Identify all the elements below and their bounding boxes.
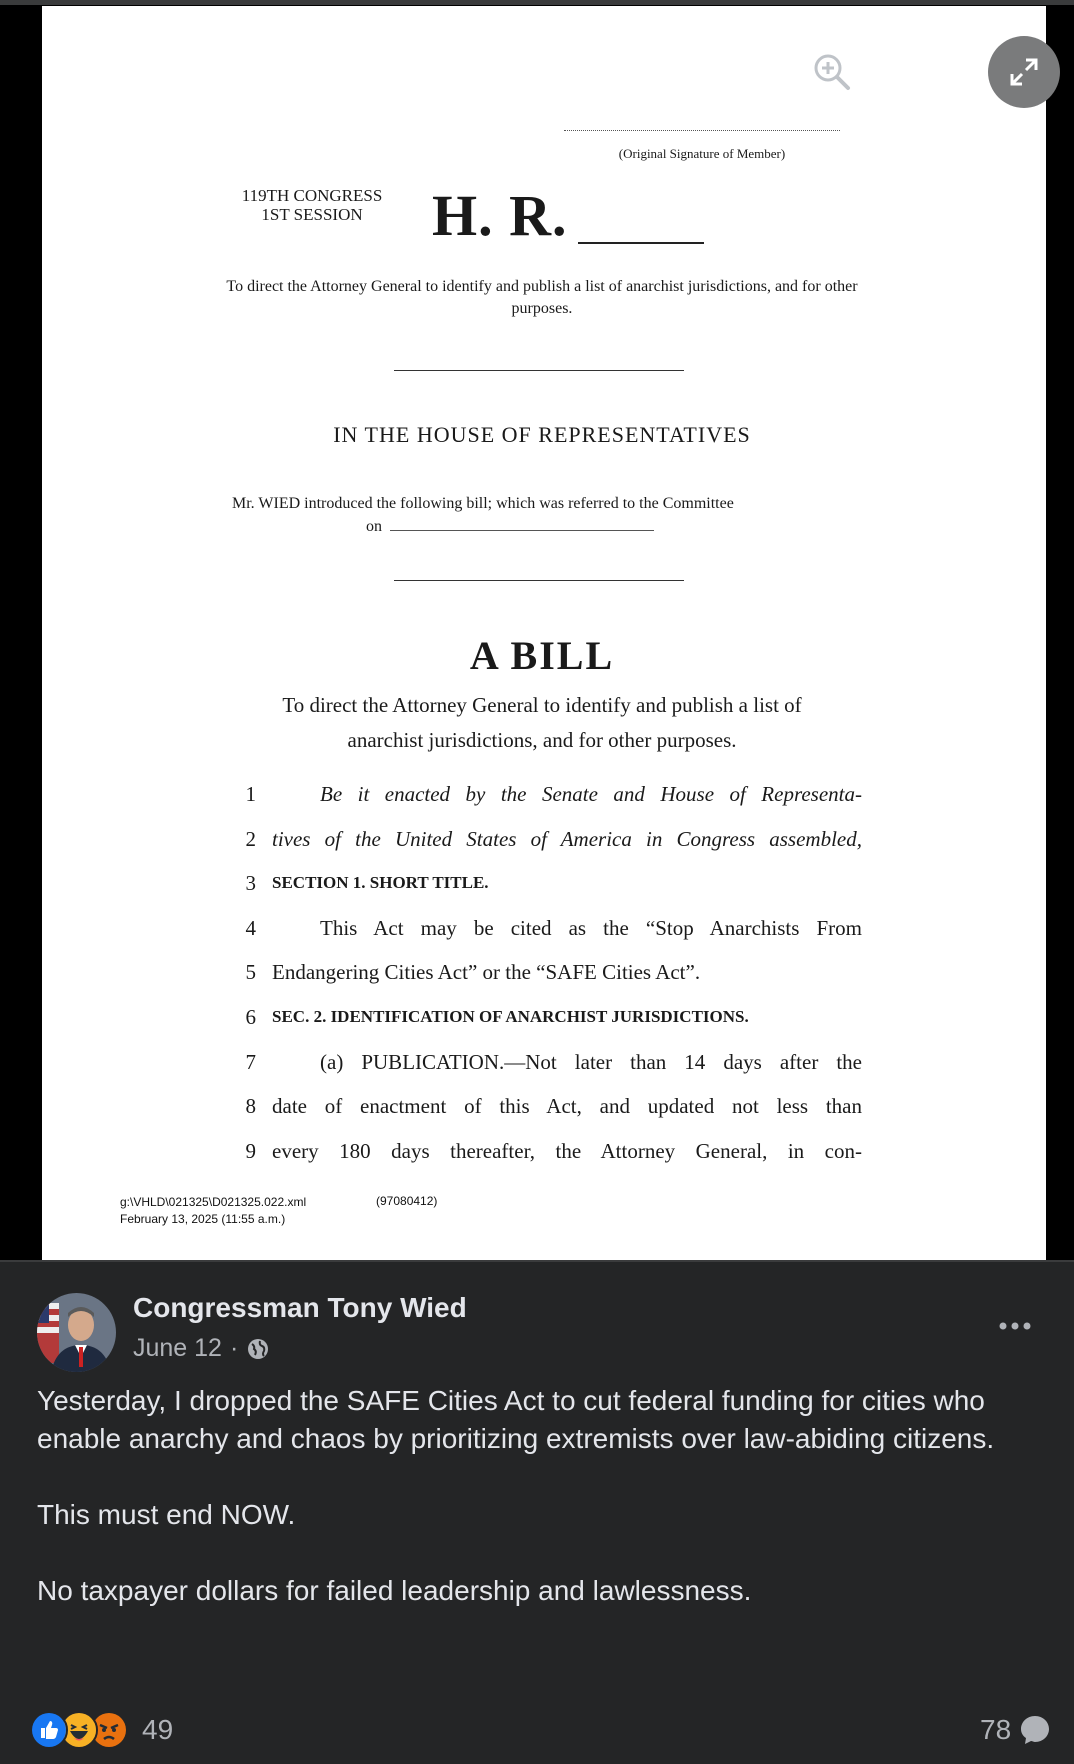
post-meta bbox=[133, 1334, 270, 1363]
document-footer bbox=[120, 1194, 306, 1228]
expand-button[interactable] bbox=[988, 36, 1060, 108]
bill-purpose-short: To direct the Attorney General to identify and publish a list of anarchist jurisdictions, and for other purposes. bbox=[226, 278, 858, 317]
divider bbox=[394, 580, 684, 581]
line-text: Be it enacted by the Senate and House of Representa- bbox=[320, 782, 862, 806]
bill-lines bbox=[232, 772, 872, 1173]
meta-separator: · bbox=[229, 1334, 239, 1362]
post-paragraph: This must end NOW. bbox=[37, 1499, 296, 1530]
line-text: SEC. 2. IDENTIFICATION OF ANARCHIST JURISDICTIONS. bbox=[272, 1006, 749, 1026]
line-text: tives of the United States of America in Congress assembled, bbox=[272, 826, 862, 851]
bill-line bbox=[232, 817, 872, 862]
house-heading: IN THE HOUSE OF REPRESENTATIVES bbox=[333, 422, 751, 447]
congress-label: 119TH CONGRESS bbox=[241, 186, 383, 205]
bill-purpose: To direct the Attorney General to identify and publish a list of anarchist jurisdictions, and for other purposes. bbox=[282, 693, 802, 752]
bill-line bbox=[232, 1040, 872, 1085]
line-text: (a) PUBLICATION.—Not later than 14 days after the bbox=[320, 1049, 862, 1074]
line-number: 9 bbox=[245, 1138, 256, 1163]
globe-icon bbox=[246, 1337, 270, 1361]
session-label: 1ST SESSION bbox=[261, 205, 363, 224]
line-number: 5 bbox=[245, 960, 256, 985]
bill-document bbox=[42, 6, 1046, 1260]
post-paragraph: Yesterday, I dropped the SAFE Cities Act to cut federal funding for cities who enable anarchy and chaos by prioritizing extremists over law-abiding citizens. bbox=[37, 1385, 995, 1454]
line-number: 3 bbox=[245, 871, 256, 896]
line-text: Endangering Cities Act” or the “SAFE Cities Act”. bbox=[272, 960, 701, 985]
comment-count: 78 bbox=[980, 1714, 1012, 1745]
footer-date: February 13, 2025 (11:55 a.m.) bbox=[120, 1212, 286, 1226]
more-options-icon bbox=[996, 1316, 1036, 1336]
introduction-text bbox=[232, 492, 852, 538]
avatar[interactable] bbox=[37, 1293, 116, 1372]
congress-session bbox=[222, 186, 402, 224]
footer-path: g:\VHLD\021325\D021325.022.xml bbox=[120, 1195, 307, 1209]
line-number: 1 bbox=[245, 782, 256, 806]
bill-line bbox=[232, 772, 872, 817]
author-name[interactable]: Congressman Tony Wied bbox=[133, 1292, 467, 1323]
divider bbox=[394, 370, 684, 371]
bill-line bbox=[232, 906, 872, 951]
expand-icon bbox=[1006, 54, 1042, 90]
line-number: 6 bbox=[245, 1004, 256, 1029]
committee-blank bbox=[390, 530, 654, 531]
zoom-in-icon[interactable] bbox=[812, 52, 852, 92]
line-number: 2 bbox=[245, 826, 256, 851]
line-number: 7 bbox=[245, 1049, 256, 1074]
introduction-line: Mr. WIED introduced the following bill; which was referred to the Committee bbox=[232, 495, 734, 512]
post-card bbox=[0, 1260, 1074, 1764]
bill-line bbox=[232, 861, 872, 906]
signature-label: (Original Signature of Member) bbox=[618, 146, 786, 161]
comments-summary[interactable] bbox=[980, 1708, 1051, 1752]
bill-line bbox=[232, 1084, 872, 1129]
hr-number-blank bbox=[578, 242, 704, 244]
on-label: on bbox=[366, 518, 382, 535]
bill-line bbox=[232, 950, 872, 995]
line-text: This Act may be cited as the “Stop Anarchists From bbox=[320, 915, 862, 940]
post-date[interactable]: June 12 bbox=[133, 1334, 222, 1362]
line-text: every 180 days thereafter, the Attorney General, in con- bbox=[272, 1138, 862, 1163]
comment-icon bbox=[1019, 1714, 1051, 1746]
line-text: date of enactment of this Act, and updated not less than bbox=[272, 1094, 862, 1119]
bill-line bbox=[232, 1129, 872, 1174]
post-text bbox=[37, 1382, 1047, 1610]
bill-line bbox=[232, 995, 872, 1040]
top-border bbox=[0, 0, 1074, 5]
like-reaction-icon bbox=[30, 1711, 68, 1749]
line-text: SECTION 1. SHORT TITLE. bbox=[272, 873, 489, 893]
reaction-count: 49 bbox=[142, 1714, 174, 1745]
committee-line bbox=[232, 515, 852, 538]
footer-id: (97080412) bbox=[376, 1194, 438, 1208]
post-separator bbox=[0, 1260, 1074, 1262]
reactions-summary[interactable] bbox=[30, 1708, 173, 1752]
signature-line bbox=[564, 130, 840, 131]
bill-title: A BILL bbox=[469, 633, 615, 678]
line-number: 8 bbox=[245, 1094, 256, 1119]
more-options-button[interactable] bbox=[996, 1316, 1036, 1336]
hr-title: H. R. bbox=[432, 183, 568, 248]
line-number: 4 bbox=[245, 915, 256, 940]
post-paragraph: No taxpayer dollars for failed leadership and lawlessness. bbox=[37, 1575, 752, 1606]
